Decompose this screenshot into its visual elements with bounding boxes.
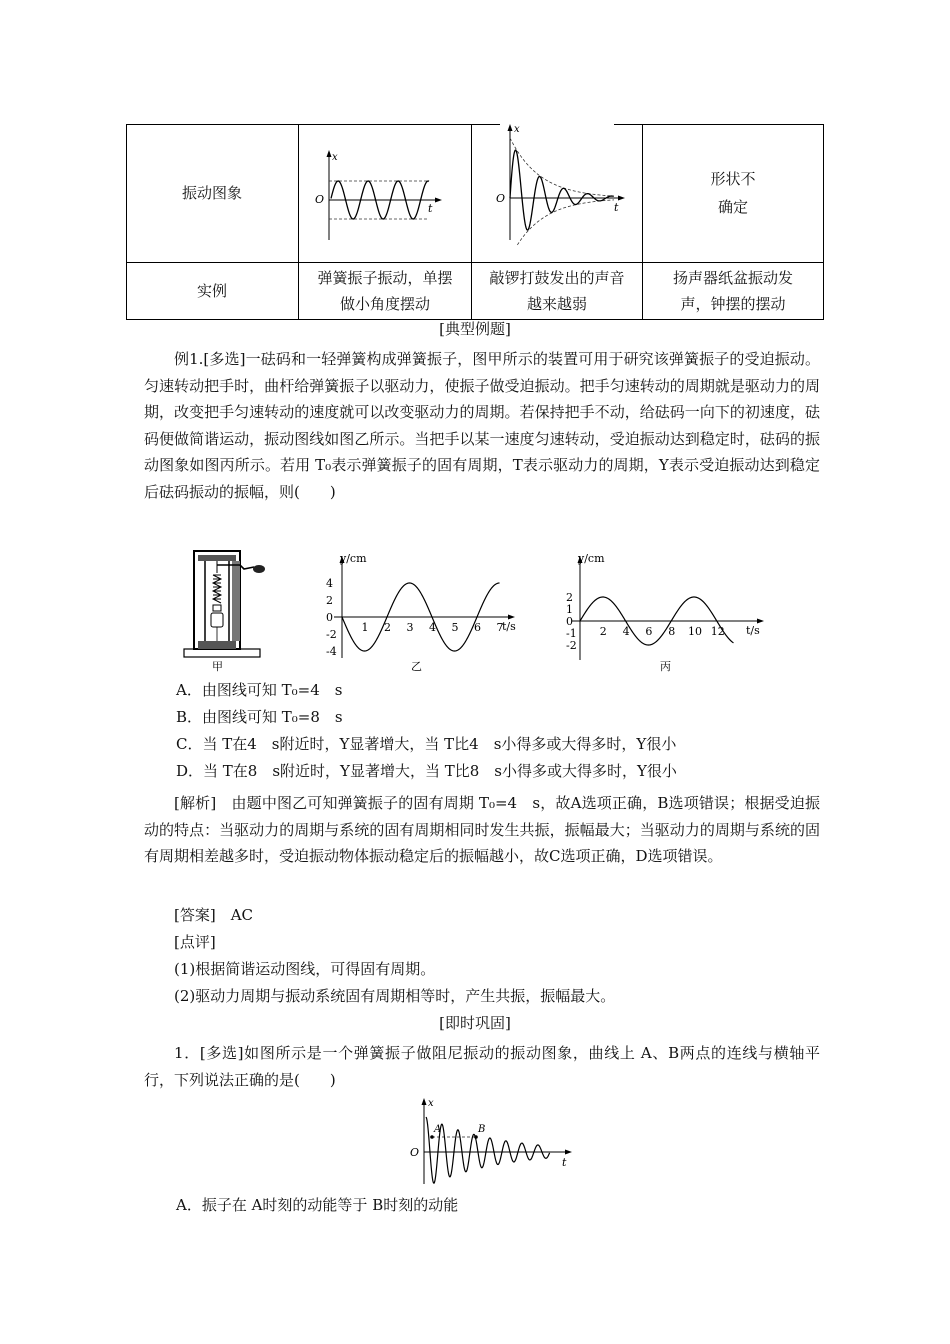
yi-xtick-label: 7 [496, 621, 504, 634]
svg-text:y/cm: y/cm [578, 552, 605, 565]
yi-xtick-label: 2 [384, 621, 391, 634]
option-a: A．由图线可知 T₀=4 s [176, 681, 343, 699]
yi-ytick-label: -2 [326, 628, 337, 641]
yi-ytick-label: 4 [326, 577, 333, 590]
exercise-option-a: A．振子在 A时刻的动能等于 B时刻的动能 [176, 1196, 459, 1214]
figure-yi-graph [306, 550, 526, 674]
svg-text:O: O [315, 193, 325, 206]
yi-xtick-label: 1 [361, 621, 369, 634]
svg-text:t/s: t/s [502, 620, 516, 633]
svg-text:O: O [496, 192, 506, 205]
option-b: B．由图线可知 T₀=8 s [176, 708, 343, 726]
row-label-graph: 振动图象 [181, 184, 242, 202]
row-label-example: 实例 [196, 282, 227, 300]
svg-text:x: x [428, 1098, 434, 1109]
yi-ytick-label: -4 [326, 645, 337, 658]
bing-xtick-label: 12 [710, 625, 725, 638]
svg-text:y/cm: y/cm [340, 552, 367, 565]
svg-text:x: x [514, 124, 520, 135]
svg-text:t/s: t/s [746, 624, 760, 637]
section-title-examples: [典型例题] [439, 320, 511, 338]
bing-xtick-label: 10 [688, 625, 702, 638]
comparison-table [126, 124, 824, 320]
damped-oscillation-graph [404, 1094, 580, 1186]
option-d: D．当 T在8 s附近时，Y显著增大，当 T比8 s小得多或大得多时，Y很小 [176, 762, 677, 780]
svg-text:丙: 丙 [660, 660, 671, 673]
svg-text:t: t [614, 201, 619, 214]
bing-ytick-label: 0 [566, 615, 573, 628]
bing-xtick-label: 4 [622, 625, 630, 638]
svg-text:x: x [332, 152, 338, 163]
figure-jia-apparatus [182, 545, 272, 673]
example-1-question: 例1.[多选]一砝码和一轻弹簧构成弹簧振子，图甲所示的装置可用于研究该弹簧振子的受迫振动。匀速转动把手时，曲杆给弹簧振子以驱动力，使振子做受迫振动。把手匀速转动的周期就是驱动力的周期，改变把手匀速转动的速度就可以改变驱动力的周期。若保持把手不动，给砝码一向下的初速度，砝码便做简谐运动，振动图线如图乙所示。当把手以某一速度匀速转动，受迫振动达到稳定时，砝码的振动图象如图丙所示。若用 T₀表示弹簧振子的固有周期，T表示驱动力的周期，Y表示受迫振动达到稳定后砝码振动的振幅，则( ) [144, 350, 820, 501]
bing-xtick-label: 2 [599, 625, 607, 638]
bing-ytick-label: -2 [566, 639, 577, 652]
example-forced-cell: 扬声器纸盆振动发 声，钟摆的摆动 [672, 269, 793, 313]
analysis-text: [解析] 由题中图乙可知弹簧振子的固有周期 T₀=4 s，故A选项正确，B选项错误；根据受迫振动的特点：当驱动力的周期与系统的固有周期相同时发生共振，振幅最大；当驱动力的周期与系统的固有周期相差越多时，受迫振动物体振动稳定后的振幅越小，故C选项正确，D选项错误。 [144, 794, 820, 865]
yi-xtick-label: 5 [451, 621, 459, 634]
comment-title: [点评] [174, 933, 216, 951]
answer-text: [答案] AC [174, 906, 254, 924]
yi-xtick-label: 4 [429, 621, 436, 634]
section-title-practice: [即时巩固] [439, 1014, 511, 1032]
svg-text:O: O [410, 1146, 420, 1159]
bing-ytick-label: -1 [566, 627, 577, 640]
svg-text:t: t [428, 202, 433, 215]
yi-ytick-label: 2 [326, 594, 333, 607]
example-damped-cell: 敲锣打鼓发出的声音 越来越弱 [489, 269, 625, 313]
figure-bing-graph [560, 550, 780, 674]
exercise-1-question: 1．[多选]如图所示是一个弹簧振子做阻尼振动的振动图象，曲线上 A、B两点的连线与横轴平行，下列说法正确的是( ) [144, 1044, 820, 1089]
svg-text:乙: 乙 [411, 660, 422, 673]
example-undamped-cell: 弹簧振子振动，单摆 做小角度摆动 [317, 269, 453, 313]
bing-ytick-label: 2 [566, 591, 573, 604]
undamped-vibration-graph [311, 146, 451, 246]
yi-ytick-label: 0 [326, 611, 333, 624]
svg-text:A: A [434, 1124, 442, 1135]
option-c: C．当 T在4 s附近时，Y显著增大，当 T比4 s小得多或大得多时，Y很小 [176, 735, 677, 753]
comment-1: (1)根据简谐运动图线，可得固有周期。 [174, 960, 436, 978]
bing-ytick-label: 1 [566, 603, 573, 616]
yi-xtick-label: 6 [474, 621, 481, 634]
yi-xtick-label: 3 [406, 621, 414, 634]
svg-text:B: B [478, 1124, 486, 1135]
bing-xtick-label: 8 [668, 625, 676, 638]
svg-text:甲: 甲 [212, 660, 223, 673]
damped-vibration-graph [490, 122, 632, 246]
comment-2: (2)驱动力周期与振动系统固有周期相等时，产生共振，振幅最大。 [174, 987, 616, 1005]
bing-xtick-label: 6 [645, 625, 653, 638]
shape-undetermined-cell: 形状不 确定 [710, 170, 756, 216]
svg-text:t: t [562, 1156, 567, 1169]
